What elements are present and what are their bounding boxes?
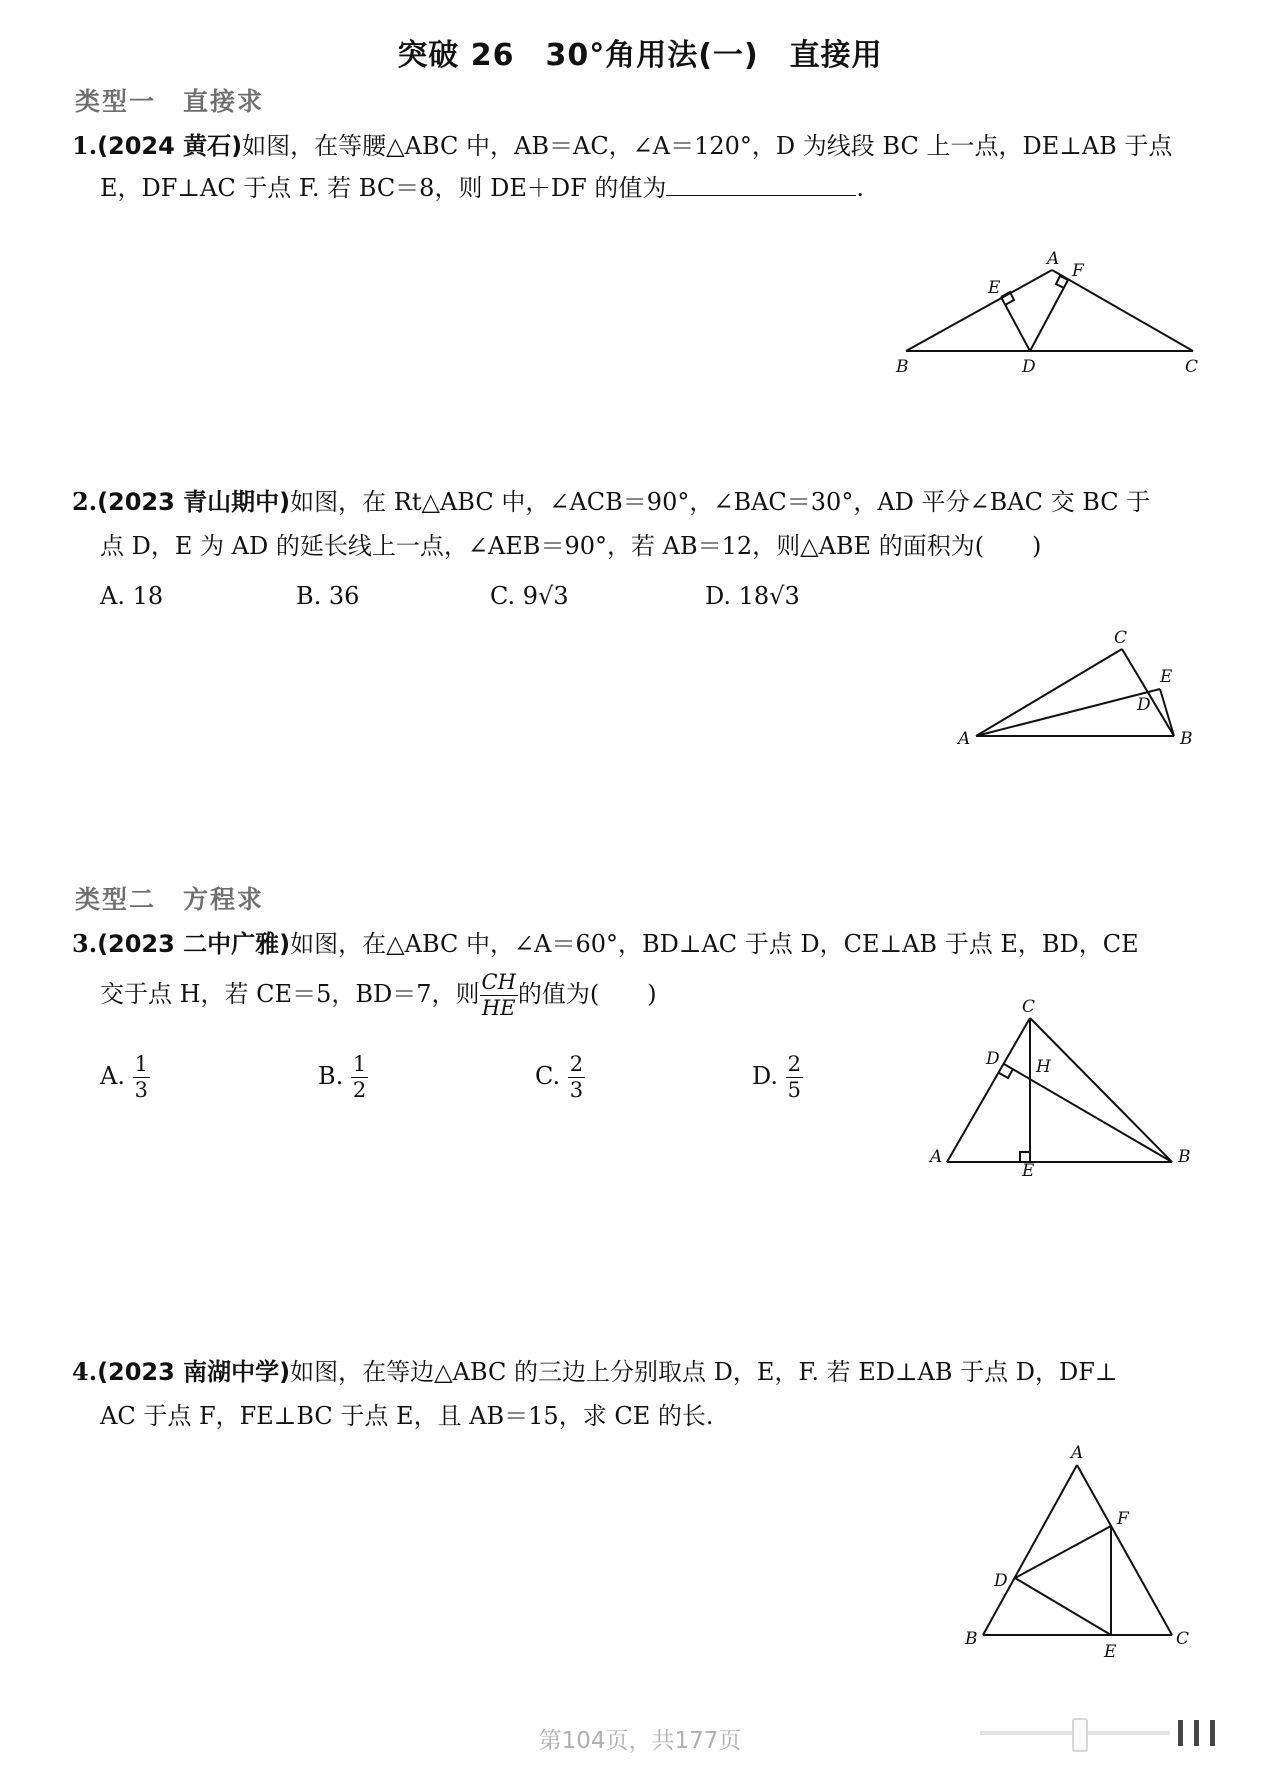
q4-label-d: D <box>994 1571 1008 1591</box>
q1-number: 1. <box>72 131 98 160</box>
q3-label-c: C <box>1022 997 1036 1017</box>
q4-edge-ac <box>1077 1465 1172 1635</box>
q1-label-e: E <box>988 278 1001 298</box>
q4-edge-ab <box>983 1465 1077 1635</box>
q3-option-a-den: 3 <box>134 1078 148 1102</box>
scroll-marker-1 <box>1178 1720 1183 1746</box>
q2-option-b[interactable]: B. 36 <box>296 582 360 610</box>
q2-label-e: E <box>1160 667 1173 687</box>
q2-label-c: C <box>1114 628 1128 648</box>
q3-text-2a: 交于点 H，若 CE＝5，BD＝7，则 <box>100 980 480 1008</box>
page-indicator: 第104页，共177页 <box>538 1728 742 1754</box>
q3-text-1: 如图，在△ABC 中，∠A＝60°，BD⊥AC 于点 D，CE⊥AB 于点 E，BD，CE <box>290 930 1139 958</box>
q2-number: 2. <box>72 487 98 516</box>
q2-label-d: D <box>1137 695 1151 715</box>
q3-option-b-num: 1 <box>352 1052 367 1076</box>
q2-source: (2023 青山期中) <box>97 488 291 516</box>
q2-label-b: B <box>1180 729 1193 749</box>
q3-text-2b: 的值为( ) <box>517 980 657 1008</box>
q2-option-d[interactable]: D. 18√3 <box>705 582 800 610</box>
q3-option-d-num: 2 <box>787 1052 802 1076</box>
q3-option-a-num: 1 <box>134 1052 148 1076</box>
q3-number: 3. <box>72 929 98 958</box>
q2-label-a: A <box>958 729 971 749</box>
q4-number: 4. <box>72 1357 98 1386</box>
q4-segment-ed <box>1015 1578 1111 1635</box>
q3-label-b: B <box>1178 1147 1191 1167</box>
q1-source: (2024 黄石) <box>97 132 243 160</box>
q4-label-a: A <box>1071 1443 1084 1463</box>
scroll-marker-2 <box>1194 1720 1199 1746</box>
page-title: 突破 26 30°角用法(一) 直接用 <box>397 38 883 73</box>
q3-label-d: D <box>986 1049 1000 1069</box>
q3-fraction-den: HE <box>481 996 516 1020</box>
q4-label-c: C <box>1176 1629 1190 1649</box>
scroll-marker-3 <box>1210 1720 1215 1746</box>
q4-label-f: F <box>1117 1509 1129 1529</box>
q2-option-a[interactable]: A. 18 <box>100 582 164 610</box>
q3-option-b-den: 2 <box>352 1078 367 1102</box>
q3-option-c-den: 3 <box>569 1078 584 1102</box>
section-heading-type-1: 类型一 直接求 <box>75 87 265 116</box>
q1-text-2: E，DF⊥AC 于点 F. 若 BC＝8，则 DE＋DF 的值为 <box>100 174 667 202</box>
q3-fraction-num: CH <box>481 970 516 994</box>
q1-label-a: A <box>1047 249 1060 269</box>
q4-text-2: AC 于点 F，FE⊥BC 于点 E，且 AB＝15，求 CE 的长. <box>100 1402 714 1430</box>
q1-label-c: C <box>1185 357 1199 377</box>
q3-option-b-letter: B. <box>318 1062 344 1090</box>
q3-source: (2023 二中广雅) <box>97 930 291 958</box>
q2-option-c[interactable]: C. 9√3 <box>490 582 569 610</box>
q3-label-e: E <box>1022 1161 1035 1181</box>
q3-label-h: H <box>1036 1057 1051 1077</box>
page-scrollbar[interactable] <box>980 1718 1240 1748</box>
section-heading-type-2: 类型二 方程求 <box>75 885 265 914</box>
q4-text-1: 如图，在等边△ABC 的三边上分别取点 D，E，F. 若 ED⊥AB 于点 D，DF⊥ <box>290 1358 1118 1386</box>
q2-text-2: 点 D，E 为 AD 的延长线上一点，∠AEB＝90°，若 AB＝12，则△ABE 的面积为( ) <box>100 532 1042 560</box>
q4-label-b: B <box>965 1629 978 1649</box>
q4-label-e: E <box>1104 1642 1117 1662</box>
q3-option-c-letter: C. <box>535 1062 561 1090</box>
q1-text-1: 如图，在等腰△ABC 中，AB＝AC，∠A＝120°，D 为线段 BC 上一点，DE⊥AB 于点 <box>242 132 1173 160</box>
scrollbar-thumb[interactable] <box>1072 1718 1088 1752</box>
q3-option-c-num: 2 <box>569 1052 584 1076</box>
q3-option-d-letter: D. <box>752 1062 779 1090</box>
q3-option-d-den: 5 <box>787 1078 802 1102</box>
q4-source: (2023 南湖中学) <box>97 1358 291 1386</box>
q3-label-a: A <box>930 1147 943 1167</box>
q1-tail: . <box>856 174 865 202</box>
q1-label-b: B <box>896 357 909 377</box>
q2-text-1: 如图，在 Rt△ABC 中，∠ACB＝90°，∠BAC＝30°，AD 平分∠BAC 交 BC 于 <box>290 488 1151 516</box>
q1-label-f: F <box>1072 261 1084 281</box>
q3-option-a-letter: A. <box>100 1062 125 1090</box>
q1-label-d: D <box>1022 357 1036 377</box>
